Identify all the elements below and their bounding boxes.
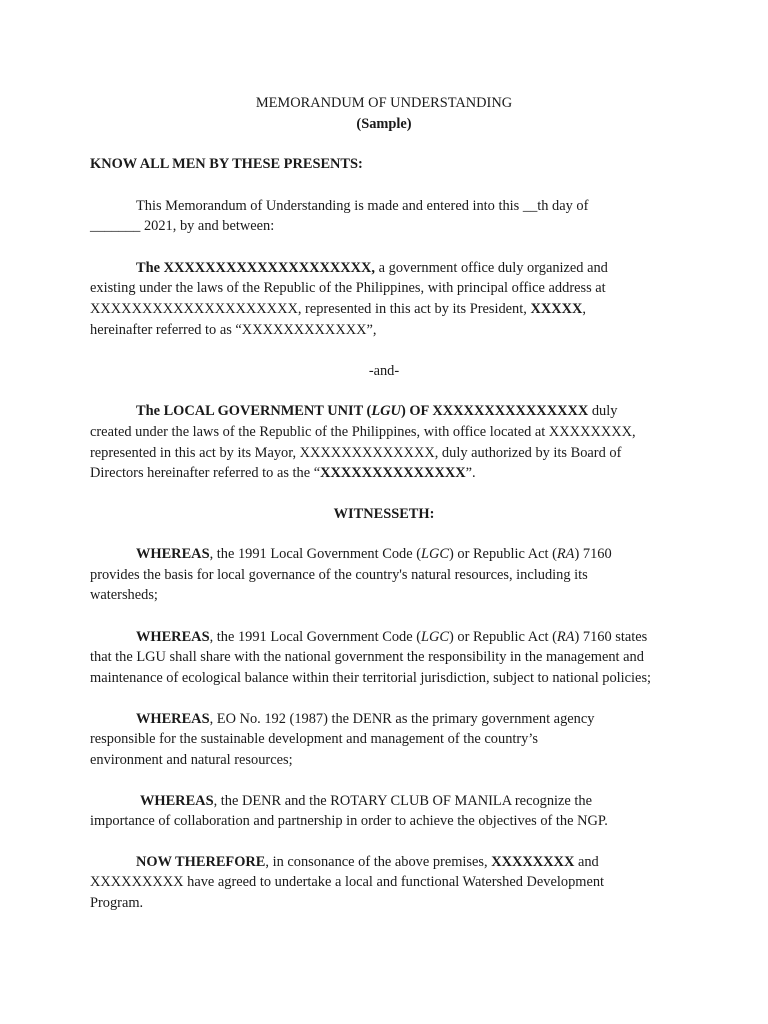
whereas2-ra: RA <box>556 629 575 645</box>
party1-name: The XXXXXXXXXXXXXXXXXXXX, <box>136 260 376 276</box>
whereas1-text-b: ) or Republic Act ( <box>448 546 557 562</box>
now-therefore-line-2: XXXXXXXXX have agreed to undertake a local and functional Watershed Development <box>90 874 605 890</box>
party1-president: XXXXX <box>530 301 583 317</box>
whereas1-lgc: LGC <box>420 546 449 562</box>
party1-line-2: existing under the laws of the Republic of the Philippines, with principal office address at <box>90 280 606 296</box>
witnesseth-heading: WITNESSETH: <box>333 506 435 522</box>
whereas3-line-1 <box>136 709 594 729</box>
whereas1-line-3: watersheds; <box>90 587 158 603</box>
party2-name-a: The LOCAL GOVERNMENT UNIT ( <box>136 403 372 419</box>
whereas3-keyword: WHEREAS <box>136 711 210 727</box>
and-separator: -and- <box>368 363 400 379</box>
party1-line-4: hereinafter referred to as “XXXXXXXXXXXX”, <box>90 322 377 338</box>
intro-line-2: _______ 2021, by and between: <box>90 218 275 234</box>
party1-punct: , <box>582 301 587 317</box>
now-therefore-line-1 <box>136 852 599 872</box>
whereas2-keyword: WHEREAS <box>136 629 210 645</box>
party1-line-3 <box>90 299 586 319</box>
party2-line-4 <box>90 463 476 483</box>
document-title: MEMORANDUM OF UNDERSTANDING <box>255 95 513 111</box>
party1-text: a government office duly organized and <box>375 260 608 276</box>
opening-heading: KNOW ALL MEN BY THESE PRESENTS: <box>90 156 363 172</box>
whereas1-keyword: WHEREAS <box>136 546 210 562</box>
party2-line-1 <box>136 401 617 421</box>
whereas3-text: , EO No. 192 (1987) the DENR as the primary government agency <box>209 711 595 727</box>
party2-name-b: ) OF XXXXXXXXXXXXXXX <box>400 403 589 419</box>
whereas2-text-c: ) 7160 states <box>574 629 648 645</box>
whereas4-line-1 <box>140 791 592 811</box>
whereas2-line-3: maintenance of ecological balance within their territorial jurisdiction, subject to national policies; <box>90 670 652 686</box>
now-therefore-keyword: NOW THEREFORE <box>136 854 266 870</box>
party2-ref-text: Directors hereinafter referred to as the “ <box>90 465 321 481</box>
whereas2-text-b: ) or Republic Act ( <box>448 629 557 645</box>
party2-ref-name: XXXXXXXXXXXXXX <box>320 465 466 481</box>
whereas2-line-1 <box>136 627 647 647</box>
whereas2-lgc: LGC <box>420 629 449 645</box>
whereas2-line-2: that the LGU shall share with the national government the responsibility in the management and <box>90 649 644 665</box>
whereas1-text-c: ) 7160 <box>574 546 612 562</box>
now-therefore-text: , in consonance of the above premises, <box>265 854 492 870</box>
whereas4-keyword: WHEREAS <box>140 793 214 809</box>
party2-line-3: represented in this act by its Mayor, XXXXXXXXXXXXX, duly authorized by its Board of <box>90 445 622 461</box>
now-therefore-and: and <box>574 854 599 870</box>
now-therefore-line-3: Program. <box>90 895 144 911</box>
whereas1-line-2: provides the basis for local governance of the country's natural resources, including its <box>90 567 588 583</box>
party1-address: XXXXXXXXXXXXXXXXXXXX, represented in this act by its President, <box>90 301 531 317</box>
whereas2-text-a: , the 1991 Local Government Code ( <box>209 629 421 645</box>
whereas4-line-2: importance of collaboration and partnership in order to achieve the objectives of the NGP. <box>90 813 608 829</box>
whereas3-line-2: responsible for the sustainable development and management of the country’s <box>90 731 538 747</box>
whereas1-ra: RA <box>556 546 575 562</box>
document-subtitle: (Sample) <box>356 116 412 132</box>
party1-line-1 <box>136 258 608 278</box>
party2-lgu-abbr: LGU <box>371 403 401 419</box>
party2-line-2: created under the laws of the Republic of the Philippines, with office located at XXXXXXXX, <box>90 424 636 440</box>
whereas1-line-1 <box>136 544 612 564</box>
whereas4-text: , the DENR and the ROTARY CLUB OF MANILA recognize the <box>213 793 592 809</box>
intro-line-1: This Memorandum of Understanding is made and entered into this __th day of <box>136 198 589 214</box>
now-therefore-party: XXXXXXXX <box>491 854 575 870</box>
party2-punct: ”. <box>465 465 476 481</box>
party2-text: duly <box>588 403 618 419</box>
whereas1-text-a: , the 1991 Local Government Code ( <box>209 546 421 562</box>
whereas3-line-3: environment and natural resources; <box>90 752 293 768</box>
